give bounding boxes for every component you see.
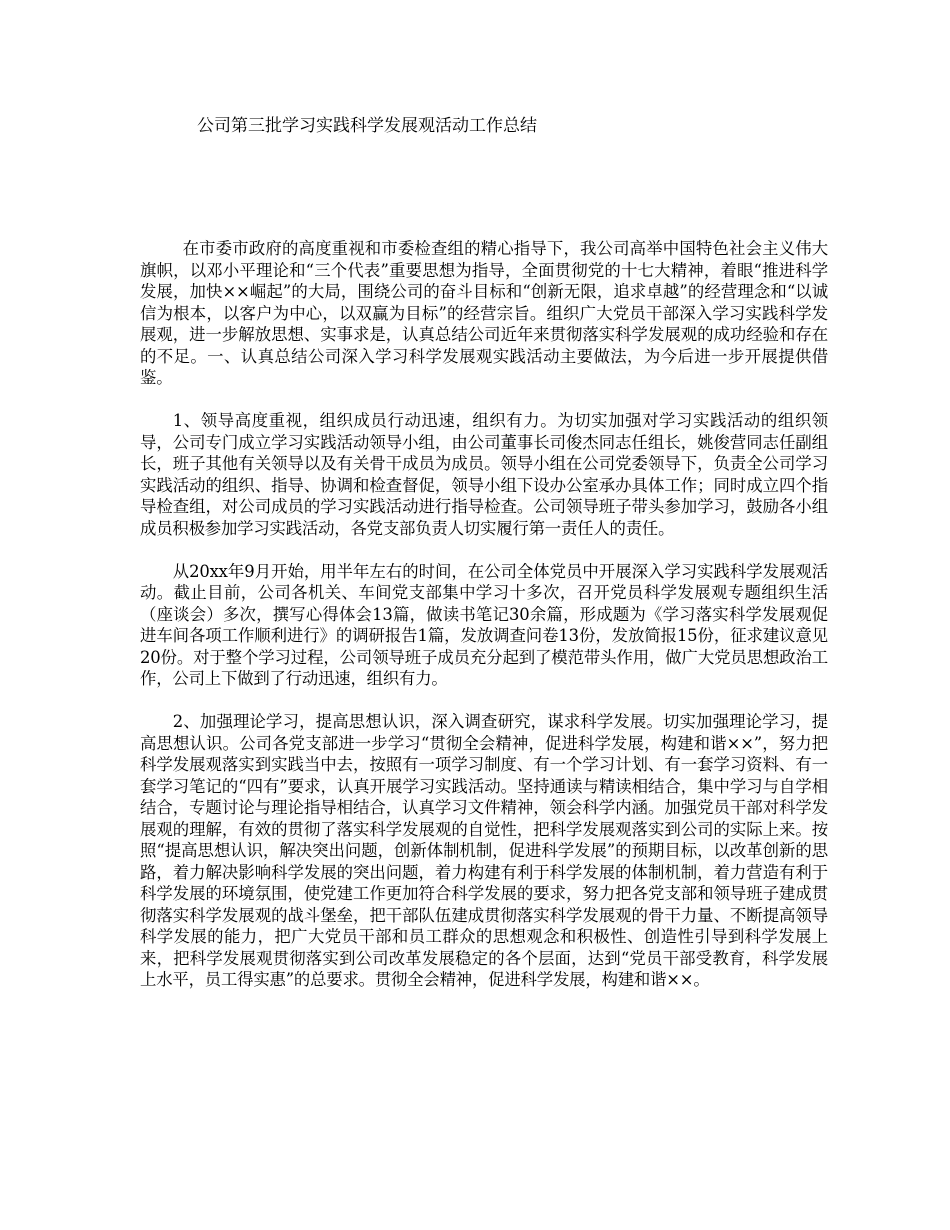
document-title: 公司第三批学习实践科学发展观活动工作总结	[197, 116, 537, 136]
paragraph-theory-study: 2、加强理论学习，提高思想认识，深入调查研究，谋求科学发展。切实加强理论学习，提高思想认识。公司各党支部进一步学习“贯彻全会精神，促进科学发展，构建和谐××”，努力把科学发展观落实到实践当中去，按照有一项学习制度、有一个学习计划、有一套学习资料、有一套学习笔记的“四有”要求，认真开展学习实践活动。坚持通读与精读相结合，集中学习与自学相结合，专题讨论与理论指导相结合，认真学习文件精神，领会科学内涵。加强党员干部对科学发展观的理解，有效的贯彻了落实科学发展观的自觉性，把科学发展观落实到公司的实际上来。按照“提高思想认识，解决突出问题，创新体制机制，促进科学发展”的预期目标，以改革创新的思路，着力解决影响科学发展的突出问题，着力构建有利于科学发展的体制机制，着力营造有利于科学发展的环境氛围，使党建工作更加符合科学发展的要求，努力把各党支部和领导班子建成贯彻落实科学发展观的战斗堡垒，把干部队伍建成贯彻落实科学发展观的骨干力量、不断提高领导科学发展的能力，把广大党员干部和员工群众的思想观念和积极性、创造性引导到科学发展上来，把科学发展观贯彻落实到公司改革发展稳定的各个层面，达到“党员干部受教育，科学发展上水平，员工得实惠”的总要求。贯彻全会精神，促进科学发展，构建和谐××。	[140, 712, 828, 989]
paragraph-timeline: 从20xx年9月开始，用半年左右的时间，在公司全体党员中开展深入学习实践科学发展观活动。截止目前，公司各机关、车间党支部集中学习十多次，召开党员科学发展观专题组织生活（座谈会）多次，撰写心得体会13篇，做读书笔记30余篇，形成题为《学习落实科学发展观促进车间各项工作顺利进行》的调研报告1篇，发放调查问卷13份，发放简报15份，征求建议意见20份。对于整个学习过程，公司领导班子成员充分起到了模范带头作用，做广大党员思想政治工作，公司上下做到了行动迅速，组织有力。	[140, 561, 828, 688]
paragraph-leadership: 1、领导高度重视，组织成员行动迅速，组织有力。为切实加强对学习实践活动的组织领导，公司专门成立学习实践活动领导小组，由公司董事长司俊杰同志任组长，姚俊营同志任副组长，班子其他有关领导以及有关骨干成员为成员。领导小组在公司党委领导下，负责全公司学习实践活动的组织、指导、协调和检查督促，领导小组下设办公室承办具体工作；同时成立四个指导检查组，对公司成员的学习实践活动进行指导检查。公司领导班子带头参加学习，鼓励各小组成员积极参加学习实践活动，各党支部负责人切实履行第一责任人的责任。	[140, 411, 828, 538]
document-body	[140, 238, 828, 991]
paragraph-intro: 在市委市政府的高度重视和市委检查组的精心指导下，我公司高举中国特色社会主义伟大旗帜，以邓小平理论和“三个代表”重要思想为指导，全面贯彻党的十七大精神，着眼“推进科学发展，加快××崛起”的大局，围绕公司的奋斗目标和“创新无限，追求卓越”的经营理念和“以诚信为根本，以客户为中心，以双赢为目标”的经营宗旨。组织广大党员干部深入学习实践科学发展观，进一步解放思想、实事求是，认真总结公司近年来贯彻落实科学发展观的成功经验和存在的不足。一、认真总结公司深入学习科学发展观实践活动主要做法，为今后进一步开展提供借鉴。	[140, 239, 828, 387]
